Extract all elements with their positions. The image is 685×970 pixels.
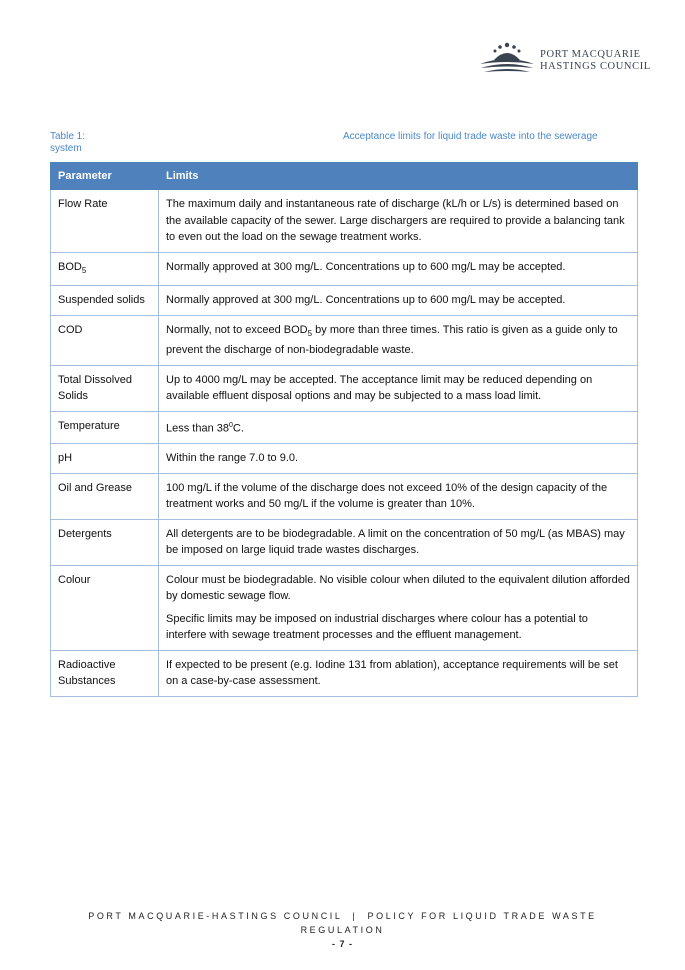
council-name-line1: PORT MACQUARIE: [540, 49, 641, 60]
council-name: [540, 49, 651, 73]
table-row: [51, 190, 638, 253]
table-header-row: [51, 163, 638, 190]
limits-text: Normally approved at 300 mg/L. Concentrations up to 600 mg/L may be accepted.: [166, 294, 566, 307]
parameter-cell: pH: [51, 444, 159, 474]
wave-sun-icon: [478, 40, 536, 76]
council-name-line2: HASTINGS COUNCIL: [540, 61, 651, 72]
limits-cell: [159, 650, 638, 696]
parameter-cell: Detergents: [51, 519, 159, 565]
limits-text: Normally approved at 300 mg/L. Concentrations up to 600 mg/L may be accepted.: [166, 260, 566, 273]
parameter-subscript: 5: [81, 265, 87, 275]
limits-cell: [159, 473, 638, 519]
parameter-cell: Colour: [51, 565, 159, 650]
table-row: [51, 473, 638, 519]
footer-line1: PORT MACQUARIE-HASTINGS COUNCIL | POLICY FOR LIQUID TRADE WASTE: [88, 911, 597, 921]
limits-text-part: C.: [232, 422, 244, 435]
limits-cell: [159, 565, 638, 650]
table-row: [51, 519, 638, 565]
limits-cell: [159, 315, 638, 365]
parameter-cell: Oil and Grease: [51, 473, 159, 519]
parameter-cell: COD: [51, 315, 159, 365]
limits-cell: [159, 190, 638, 253]
table-row: [51, 565, 638, 650]
council-logo: [478, 40, 651, 76]
limits-superscript: 0: [229, 421, 233, 429]
limits-cell: [159, 411, 638, 443]
parameter-cell: Temperature: [51, 411, 159, 443]
limits-text-part: by more than three times. This ratio is given as a guide only to prevent the discharge of non-biodegradable waste.: [166, 323, 618, 357]
parameter-cell: Suspended solids: [51, 286, 159, 316]
acceptance-limits-table: [50, 162, 638, 697]
parameter-cell: [51, 252, 159, 286]
table-row: [51, 444, 638, 474]
limits-text: [166, 418, 630, 437]
limits-subscript: 5: [307, 328, 313, 338]
limits-text: 100 mg/L if the volume of the discharge does not exceed 10% of the design capacity of the treatment works and 50 mg/L if the volume is greater than 10%.: [166, 481, 608, 511]
table-row: [51, 252, 638, 286]
limits-text: Colour must be biodegradable. No visible colour when diluted to the equivalent dilution afforded by domestic sewage flow.: [166, 573, 630, 603]
caption-title: Acceptance limits for liquid trade waste into the sewerage: [343, 131, 598, 142]
limits-text: If expected to be present (e.g. Iodine 131 from ablation), acceptance requirements will be set on a case-by-case assessment.: [166, 658, 618, 688]
limits-cell: [159, 444, 638, 474]
parameter-cell: Flow Rate: [51, 190, 159, 253]
caption-title-wrap: system: [50, 143, 82, 154]
limits-text: [166, 322, 630, 359]
limits-text: The maximum daily and instantaneous rate of discharge (kL/h or L/s) is determined based on the available capacity of the sewer. Large dischargers are required to provide a balancing tank to even out the load on the sewage treatment works.: [166, 198, 625, 243]
limits-text-part: Normally, not to exceed BOD: [166, 323, 308, 336]
limits-cell: [159, 286, 638, 316]
page-number: - 7 -: [331, 939, 353, 949]
footer-line2: REGULATION: [300, 925, 385, 935]
limits-text: All detergents are to be biodegradable. A limit on the concentration of 50 mg/L (as MBAS) may be imposed on large liquid trade wastes discharges.: [166, 527, 625, 557]
limits-cell: [159, 365, 638, 411]
limits-text-part: Less than 38: [166, 422, 229, 435]
table-row: [51, 650, 638, 696]
limits-text: Up to 4000 mg/L may be accepted. The acceptance limit may be reduced depending on available effluent disposal options and may be subjected to a mass load limit.: [166, 373, 593, 403]
parameter-cell: Radioactive Substances: [51, 650, 159, 696]
header-limits: Limits: [159, 163, 638, 190]
limits-cell: [159, 252, 638, 286]
limits-text: Within the range 7.0 to 9.0.: [166, 452, 299, 465]
table-row: [51, 365, 638, 411]
table-row: [51, 315, 638, 365]
limits-cell: [159, 519, 638, 565]
caption-label: Table 1:: [50, 131, 86, 142]
parameter-text: BOD: [58, 260, 82, 273]
table-row: [51, 286, 638, 316]
table-row: [51, 411, 638, 443]
header-parameter: Parameter: [51, 163, 159, 190]
parameter-cell: Total Dissolved Solids: [51, 365, 159, 411]
limits-text: Specific limits may be imposed on industrial discharges where colour has a potential to interfere with sewage treatment processes and the effluent management.: [166, 612, 588, 642]
